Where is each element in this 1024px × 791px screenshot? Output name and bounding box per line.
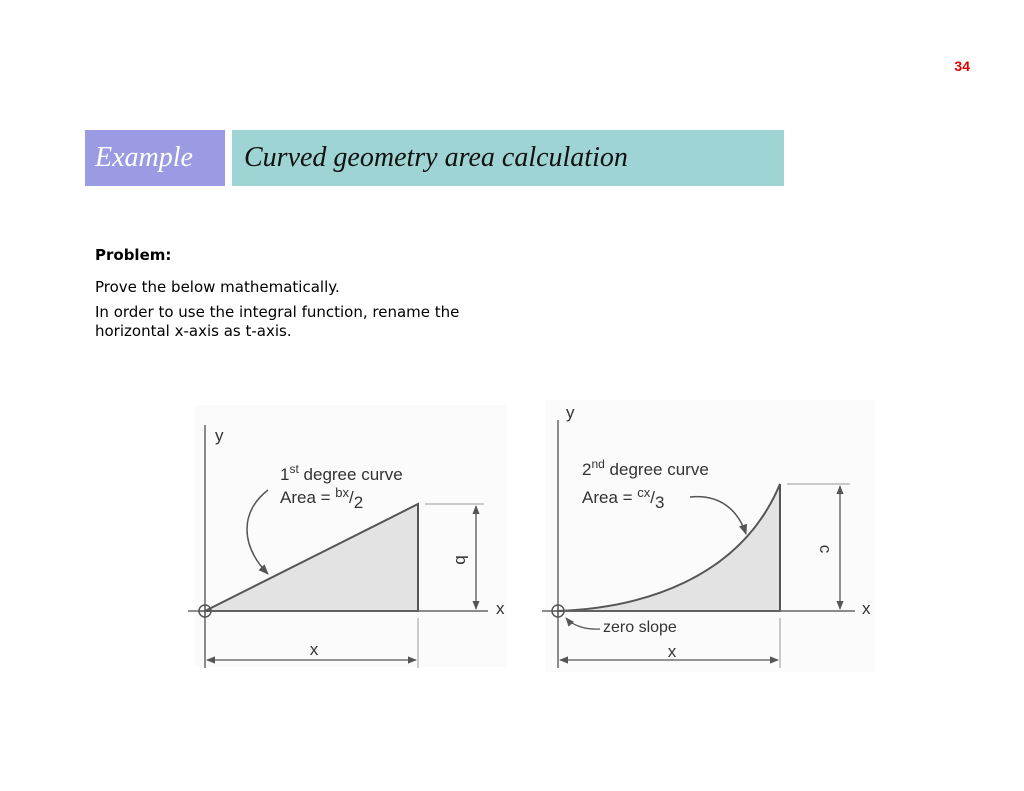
left-width-label: x bbox=[309, 640, 319, 659]
right-x-label: x bbox=[862, 599, 871, 618]
right-curve-name: 2nd degree curve bbox=[582, 457, 709, 479]
slide-title: Curved geometry area calculation bbox=[232, 130, 784, 186]
left-figure-background bbox=[195, 405, 507, 667]
right-area-formula: Area = $^{cx}$/3 bbox=[582, 485, 665, 512]
right-y-label: y bbox=[566, 403, 575, 422]
right-height-label: c bbox=[816, 544, 835, 554]
right-width-label: x bbox=[667, 642, 677, 661]
linear-curve-diagram bbox=[188, 405, 507, 668]
page-number: 34 bbox=[954, 58, 970, 74]
parabolic-curve-diagram bbox=[542, 400, 875, 672]
left-curve-name: 1st degree curve bbox=[280, 462, 403, 484]
left-height-label: b bbox=[452, 555, 471, 565]
left-area-formula: Area = $^{bx}$/2 bbox=[280, 485, 364, 512]
zero-slope-label: zero slope bbox=[603, 619, 677, 636]
left-y-label: y bbox=[215, 426, 224, 445]
problem-line-2: In order to use the integral function, rename the horizontal x-axis as t-axis. bbox=[95, 303, 460, 340]
problem-heading: Problem: bbox=[95, 246, 172, 264]
left-x-label: x bbox=[496, 599, 505, 618]
problem-line-1: Prove the below mathematically. bbox=[95, 278, 340, 296]
right-figure-background bbox=[545, 400, 875, 672]
example-label: Example bbox=[85, 130, 225, 186]
